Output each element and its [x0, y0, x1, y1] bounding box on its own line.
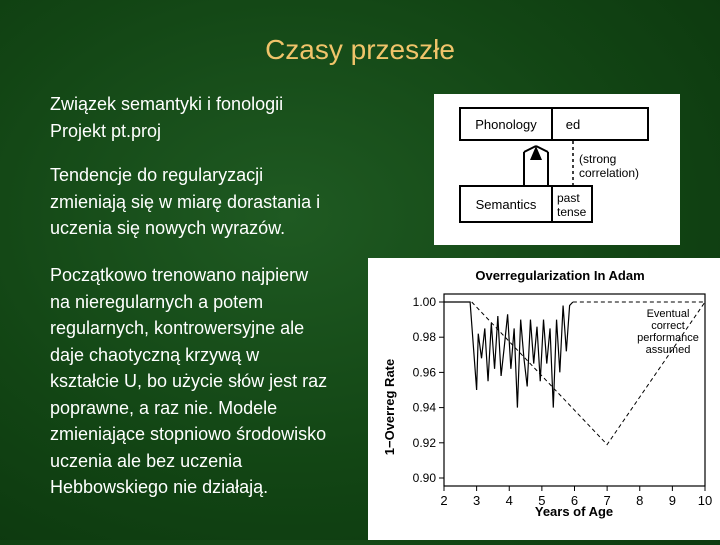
x-tick-label: 5 [538, 493, 546, 508]
chart-svg [368, 258, 720, 540]
annotation-line: correct [651, 320, 685, 332]
y-tick-label: 0.94 [412, 400, 436, 415]
para3-line: Początkowo trenowano najpierw [50, 265, 309, 285]
annotation-line: assumed [645, 344, 691, 356]
para3-line: regularnych, kontrowersyjne ale [50, 318, 305, 338]
chart-title: Overregularization In Adam [475, 268, 645, 283]
past-label: past [557, 191, 580, 205]
chart-annotation [637, 308, 699, 356]
y-tick-label: 0.96 [412, 365, 436, 380]
para3-line: Hebbowskiego nie działają. [50, 477, 269, 497]
correlation-label: correlation) [579, 166, 640, 180]
para3-line: daje chaotyczną krzywą w [50, 344, 260, 365]
model-diagram-svg [434, 94, 680, 245]
ed-label: ed [565, 117, 581, 132]
para2-line: Tendencje do regularyzacji [50, 165, 264, 185]
strong-label: (strong [579, 152, 617, 166]
x-tick-label: 9 [668, 493, 676, 508]
overregularization-chart [368, 258, 720, 540]
x-tick-label: 6 [570, 493, 579, 508]
para3-line: kształcie U, bo użycie słów jest raz [50, 371, 328, 391]
para1-line: Związek semantyki i fonologii [50, 94, 284, 114]
slide-title: Czasy przeszłe [265, 34, 455, 65]
x-tick-label: 4 [505, 493, 513, 508]
x-tick-label: 10 [697, 493, 713, 508]
model-diagram [434, 94, 680, 245]
y-tick-label: 0.92 [412, 435, 436, 450]
phonology-label: Phonology [475, 117, 537, 132]
y-tick-label: 1.00 [412, 295, 436, 309]
x-tick-label: 8 [636, 493, 644, 508]
up-arrow-icon [530, 146, 542, 186]
chart-ylabel: 1−Overreg Rate [382, 358, 397, 456]
chart-xlabel: Years of Age [534, 504, 614, 519]
para2-line: uczenia się nowych wyrazów. [50, 218, 286, 238]
y-tick-label: 0.98 [412, 330, 436, 345]
overreg-series-line [444, 302, 573, 408]
semantics-label: Semantics [475, 197, 537, 212]
x-tick-label: 2 [440, 493, 448, 508]
x-tick-label: 7 [603, 493, 611, 508]
para3-line: na nieregularnych a potem [50, 291, 264, 312]
para3-line: uczenia ale bez uczenia [50, 450, 243, 471]
annotation-line: Eventual [646, 308, 690, 320]
para3-line: zmieniające stopniowo środowisko [50, 424, 327, 444]
para2-line: zmieniają się w miarę dorastania i [50, 191, 321, 212]
para3-line: poprawne, a raz nie. Modele [50, 397, 278, 418]
x-tick-label: 3 [473, 493, 481, 508]
paragraph-regularization [50, 162, 320, 242]
tense-label: tense [557, 205, 587, 219]
y-tick-label: 0.90 [412, 471, 436, 485]
annotation-line: performance [637, 332, 699, 344]
para1-line: Projekt pt.proj [50, 120, 162, 141]
paragraph-semantics-phonology [50, 91, 283, 144]
paragraph-training [50, 262, 327, 501]
